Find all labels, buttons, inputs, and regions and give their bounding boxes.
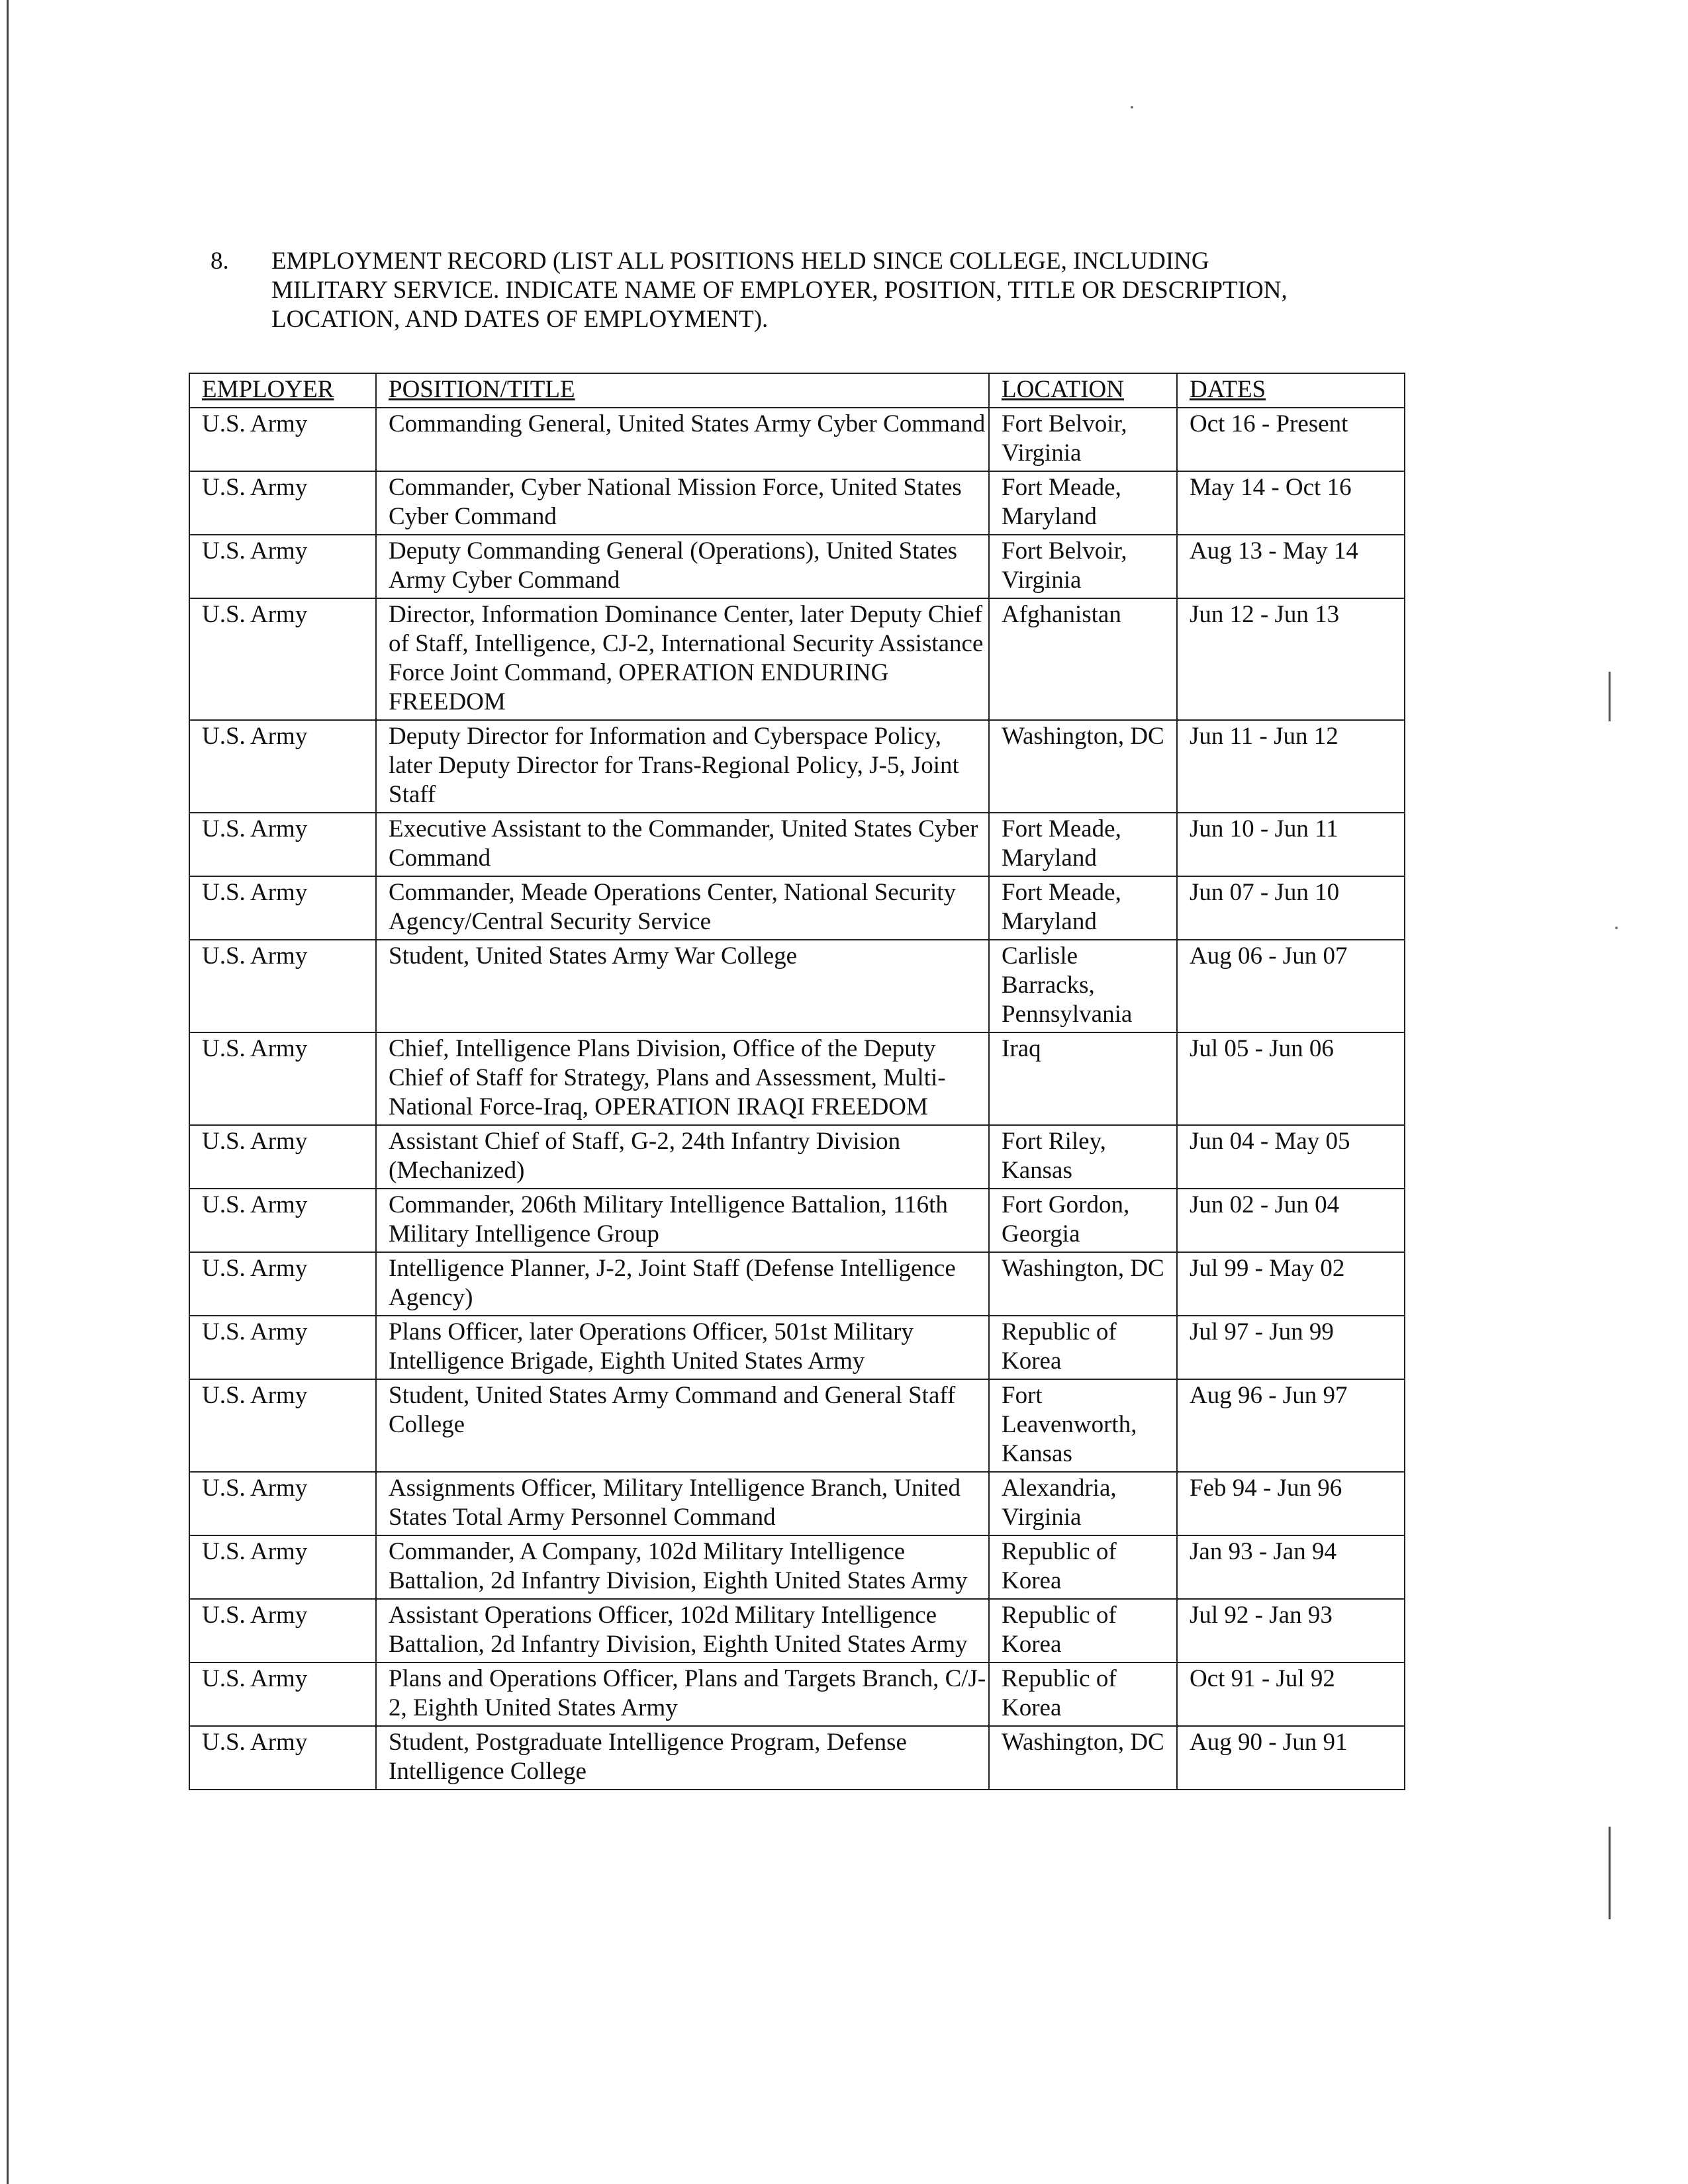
position-cell: Executive Assistant to the Commander, United States Cyber Command (376, 813, 989, 876)
location-cell: Republic of Korea (989, 1662, 1177, 1726)
table-row (189, 720, 1405, 813)
section-title: EMPLOYMENT RECORD (LIST ALL POSITIONS HELD SINCE COLLEGE, INCLUDING MILITARY SERVICE. INDICATE NAME OF EMPLOYER, POSITION, TITLE OR DESCRIPTION, LOCATION, AND DATES OF EMPLOYMENT). (271, 248, 1288, 333)
location-cell: Fort Belvoir, Virginia (989, 535, 1177, 598)
position-cell: Commander, 206th Military Intelligence Battalion, 116th Military Intelligence Group (376, 1189, 989, 1252)
table-row (189, 1472, 1405, 1535)
scan-edge-right-lower (1609, 1827, 1611, 1919)
dates-cell: Aug 13 - May 14 (1177, 535, 1405, 598)
location-cell: Fort Leavenworth, Kansas (989, 1379, 1177, 1472)
table-row (189, 598, 1405, 720)
table-row (189, 940, 1405, 1032)
dates-cell: Aug 96 - Jun 97 (1177, 1379, 1405, 1472)
position-cell: Student, United States Army Command and General Staff College (376, 1379, 989, 1472)
location-cell: Fort Gordon, Georgia (989, 1189, 1177, 1252)
scan-edge-left (7, 0, 9, 2184)
dates-cell: May 14 - Oct 16 (1177, 471, 1405, 535)
employer-cell: U.S. Army (189, 813, 376, 876)
location-cell: Republic of Korea (989, 1316, 1177, 1379)
location-cell: Fort Meade, Maryland (989, 876, 1177, 940)
position-cell: Assistant Chief of Staff, G-2, 24th Infantry Division (Mechanized) (376, 1125, 989, 1189)
employer-cell: U.S. Army (189, 535, 376, 598)
location-cell: Afghanistan (989, 598, 1177, 720)
location-cell: Fort Meade, Maryland (989, 471, 1177, 535)
table-row (189, 535, 1405, 598)
location-cell: Fort Meade, Maryland (989, 813, 1177, 876)
table-row (189, 1125, 1405, 1189)
dates-cell: Feb 94 - Jun 96 (1177, 1472, 1405, 1535)
table-row (189, 1726, 1405, 1790)
dates-cell: Jun 12 - Jun 13 (1177, 598, 1405, 720)
dates-cell: Jun 10 - Jun 11 (1177, 813, 1405, 876)
scan-edge-right (1609, 672, 1611, 721)
location-cell: Fort Riley, Kansas (989, 1125, 1177, 1189)
location-cell: Washington, DC (989, 1726, 1177, 1790)
header-location: LOCATION (989, 373, 1177, 408)
employer-cell: U.S. Army (189, 1316, 376, 1379)
dates-cell: Jun 04 - May 05 (1177, 1125, 1405, 1189)
employer-cell: U.S. Army (189, 1189, 376, 1252)
position-cell: Commander, Cyber National Mission Force, United States Cyber Command (376, 471, 989, 535)
employer-cell: U.S. Army (189, 1125, 376, 1189)
employer-cell: U.S. Army (189, 876, 376, 940)
position-cell: Assistant Operations Officer, 102d Military Intelligence Battalion, 2d Infantry Division, Eighth United States Army (376, 1599, 989, 1662)
dates-cell: Jul 05 - Jun 06 (1177, 1032, 1405, 1125)
employer-cell: U.S. Army (189, 408, 376, 471)
employer-cell: U.S. Army (189, 1032, 376, 1125)
table-row (189, 471, 1405, 535)
position-cell: Chief, Intelligence Plans Division, Office of the Deputy Chief of Staff for Strategy, Plans and Assessment, Multi-National Force-Iraq, OPERATION IRAQI FREEDOM (376, 1032, 989, 1125)
table-row (189, 1316, 1405, 1379)
section-number: 8. (211, 248, 229, 275)
dates-cell: Jul 99 - May 02 (1177, 1252, 1405, 1316)
position-cell: Intelligence Planner, J-2, Joint Staff (Defense Intelligence Agency) (376, 1252, 989, 1316)
dates-cell: Jun 02 - Jun 04 (1177, 1189, 1405, 1252)
employment-table (189, 373, 1405, 1790)
location-cell: Washington, DC (989, 720, 1177, 813)
employer-cell: U.S. Army (189, 940, 376, 1032)
table-row (189, 1189, 1405, 1252)
employer-cell: U.S. Army (189, 1662, 376, 1726)
position-cell: Plans and Operations Officer, Plans and Targets Branch, C/J-2, Eighth United States Army (376, 1662, 989, 1726)
header-position: POSITION/TITLE (376, 373, 989, 408)
position-cell: Deputy Commanding General (Operations), United States Army Cyber Command (376, 535, 989, 598)
employer-cell: U.S. Army (189, 598, 376, 720)
position-cell: Plans Officer, later Operations Officer, 501st Military Intelligence Brigade, Eighth United States Army (376, 1316, 989, 1379)
location-cell: Fort Belvoir, Virginia (989, 408, 1177, 471)
scan-speck (1615, 927, 1618, 929)
dates-cell: Aug 06 - Jun 07 (1177, 940, 1405, 1032)
employer-cell: U.S. Army (189, 1379, 376, 1472)
table-row (189, 1599, 1405, 1662)
table-header-row (189, 373, 1405, 408)
position-cell: Student, United States Army War College (376, 940, 989, 1032)
location-cell: Carlisle Barracks, Pennsylvania (989, 940, 1177, 1032)
employer-cell: U.S. Army (189, 1535, 376, 1599)
position-cell: Assignments Officer, Military Intelligence Branch, United States Total Army Personnel Command (376, 1472, 989, 1535)
position-cell: Director, Information Dominance Center, later Deputy Chief of Staff, Intelligence, CJ-2, International Security Assistance Force Joint Command, OPERATION ENDURING FREEDOM (376, 598, 989, 720)
employer-cell: U.S. Army (189, 720, 376, 813)
position-cell: Commander, A Company, 102d Military Intelligence Battalion, 2d Infantry Division, Eighth United States Army (376, 1535, 989, 1599)
table-row (189, 813, 1405, 876)
table-row (189, 876, 1405, 940)
employer-cell: U.S. Army (189, 1472, 376, 1535)
scan-speck (1131, 106, 1133, 109)
dates-cell: Jul 92 - Jan 93 (1177, 1599, 1405, 1662)
table-row (189, 1662, 1405, 1726)
position-cell: Commander, Meade Operations Center, National Security Agency/Central Security Service (376, 876, 989, 940)
employer-cell: U.S. Army (189, 1252, 376, 1316)
table-row (189, 1252, 1405, 1316)
position-cell: Deputy Director for Information and Cyberspace Policy, later Deputy Director for Trans-Regional Policy, J-5, Joint Staff (376, 720, 989, 813)
location-cell: Alexandria, Virginia (989, 1472, 1177, 1535)
table-row (189, 1535, 1405, 1599)
position-cell: Student, Postgraduate Intelligence Program, Defense Intelligence College (376, 1726, 989, 1790)
location-cell: Washington, DC (989, 1252, 1177, 1316)
dates-cell: Jun 11 - Jun 12 (1177, 720, 1405, 813)
dates-cell: Jan 93 - Jan 94 (1177, 1535, 1405, 1599)
dates-cell: Oct 91 - Jul 92 (1177, 1662, 1405, 1726)
location-cell: Iraq (989, 1032, 1177, 1125)
header-employer: EMPLOYER (189, 373, 376, 408)
header-dates: DATES (1177, 373, 1405, 408)
table-row (189, 1379, 1405, 1472)
table-row (189, 1032, 1405, 1125)
position-cell: Commanding General, United States Army Cyber Command (376, 408, 989, 471)
employer-cell: U.S. Army (189, 1599, 376, 1662)
location-cell: Republic of Korea (989, 1535, 1177, 1599)
dates-cell: Oct 16 - Present (1177, 408, 1405, 471)
dates-cell: Aug 90 - Jun 91 (1177, 1726, 1405, 1790)
employer-cell: U.S. Army (189, 471, 376, 535)
location-cell: Republic of Korea (989, 1599, 1177, 1662)
table-row (189, 408, 1405, 471)
dates-cell: Jun 07 - Jun 10 (1177, 876, 1405, 940)
dates-cell: Jul 97 - Jun 99 (1177, 1316, 1405, 1379)
employer-cell: U.S. Army (189, 1726, 376, 1790)
